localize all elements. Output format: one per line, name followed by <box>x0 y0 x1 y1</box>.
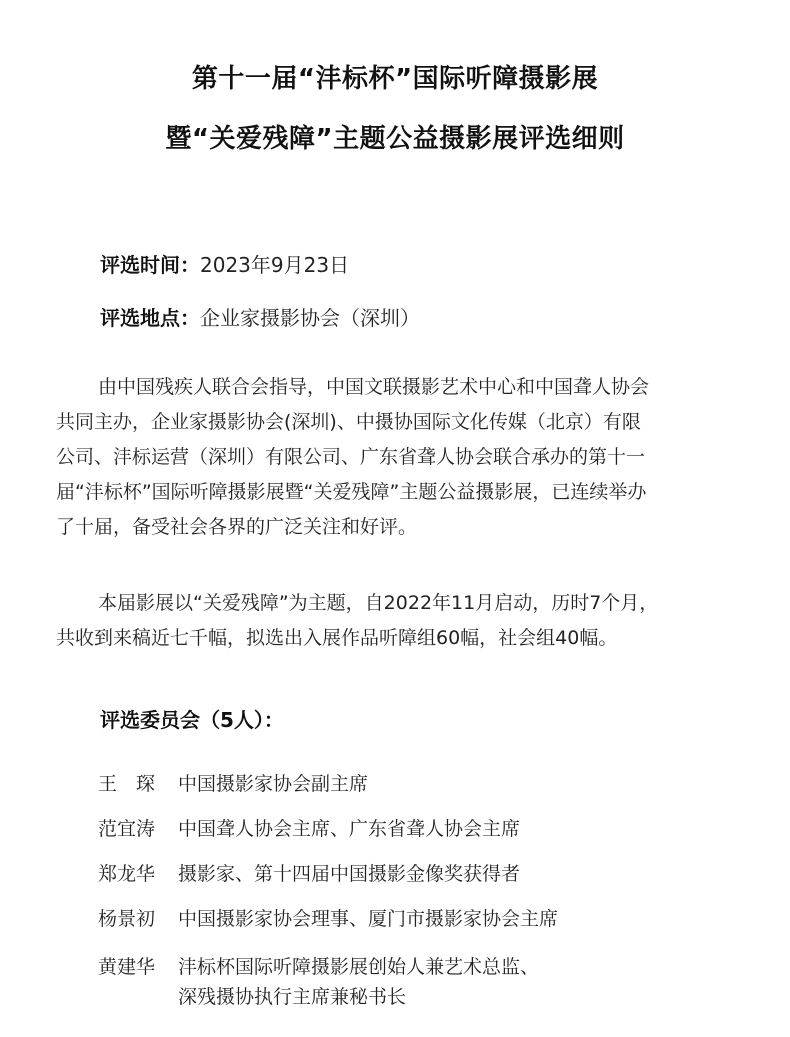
paragraph-line: 届“沣标杯”国际听障摄影展暨“关爱残障”主题公益摄影展，已连续举办 <box>56 481 647 503</box>
member-name: 范宜涛 <box>98 818 156 840</box>
member-role-line: 摄影家、第十四届中国摄影金像奖获得者 <box>178 863 521 885</box>
member-role <box>178 952 539 1012</box>
selection-place-value: 企业家摄影协会（深圳） <box>200 306 420 330</box>
paragraph-line: 共同主办，企业家摄影协会(深圳)、中摄协国际文化传媒（北京）有限 <box>56 411 641 433</box>
paragraph-line: 由中国残疾人联合会指导，中国文联摄影艺术中心和中国聋人协会 <box>98 376 650 398</box>
member-name: 杨景初 <box>98 908 156 930</box>
document-title-line-1: 第十一届“沣标杯”国际听障摄影展 <box>191 64 599 94</box>
selection-time-label: 评选时间： <box>100 253 200 277</box>
selection-time-value: 2023年9月23日 <box>200 253 350 277</box>
paragraph-line: 公司、沣标运营（深圳）有限公司、广东省聋人协会联合承办的第十一 <box>56 446 646 468</box>
committee-member <box>98 952 539 1012</box>
committee-heading: 评选委员会（5人）： <box>100 708 284 732</box>
paragraph-line: 共收到来稿近七千幅，拟选出入展作品听障组60幅，社会组40幅。 <box>56 627 618 649</box>
member-role-line: 中国聋人协会主席、广东省聋人协会主席 <box>178 818 521 840</box>
selection-place <box>100 302 420 331</box>
selection-place-label: 评选地点： <box>100 306 200 330</box>
committee-member <box>98 769 368 799</box>
member-role <box>178 769 368 799</box>
member-name: 郑龙华 <box>98 863 156 885</box>
selection-time <box>100 249 349 278</box>
committee-member <box>98 814 520 844</box>
committee-member <box>98 904 558 934</box>
intro-paragraph <box>56 370 736 545</box>
member-role-line: 沣标杯国际听障摄影展创始人兼艺术总监、 <box>178 956 540 978</box>
member-name: 黄建华 <box>98 956 156 978</box>
paragraph-line: 本届影展以“关爱残障”为主题，自2022年11月启动，历时7个月， <box>98 592 659 614</box>
paragraph-line: 了十届，备受社会各界的广泛关注和好评。 <box>56 516 418 538</box>
member-role-line: 中国摄影家协会理事、厦门市摄影家协会主席 <box>178 908 559 930</box>
member-role <box>178 814 520 844</box>
member-role <box>178 904 558 934</box>
committee-member <box>98 859 520 889</box>
member-role <box>178 859 520 889</box>
member-role-line: 中国摄影家协会副主席 <box>178 773 369 795</box>
document-title-line-2: 暨“关爱残障”主题公益摄影展评选细则 <box>165 124 625 154</box>
summary-paragraph <box>56 586 736 656</box>
member-name: 王 琛 <box>98 773 156 795</box>
member-role-line: 深残摄协执行主席兼秘书长 <box>178 986 407 1008</box>
